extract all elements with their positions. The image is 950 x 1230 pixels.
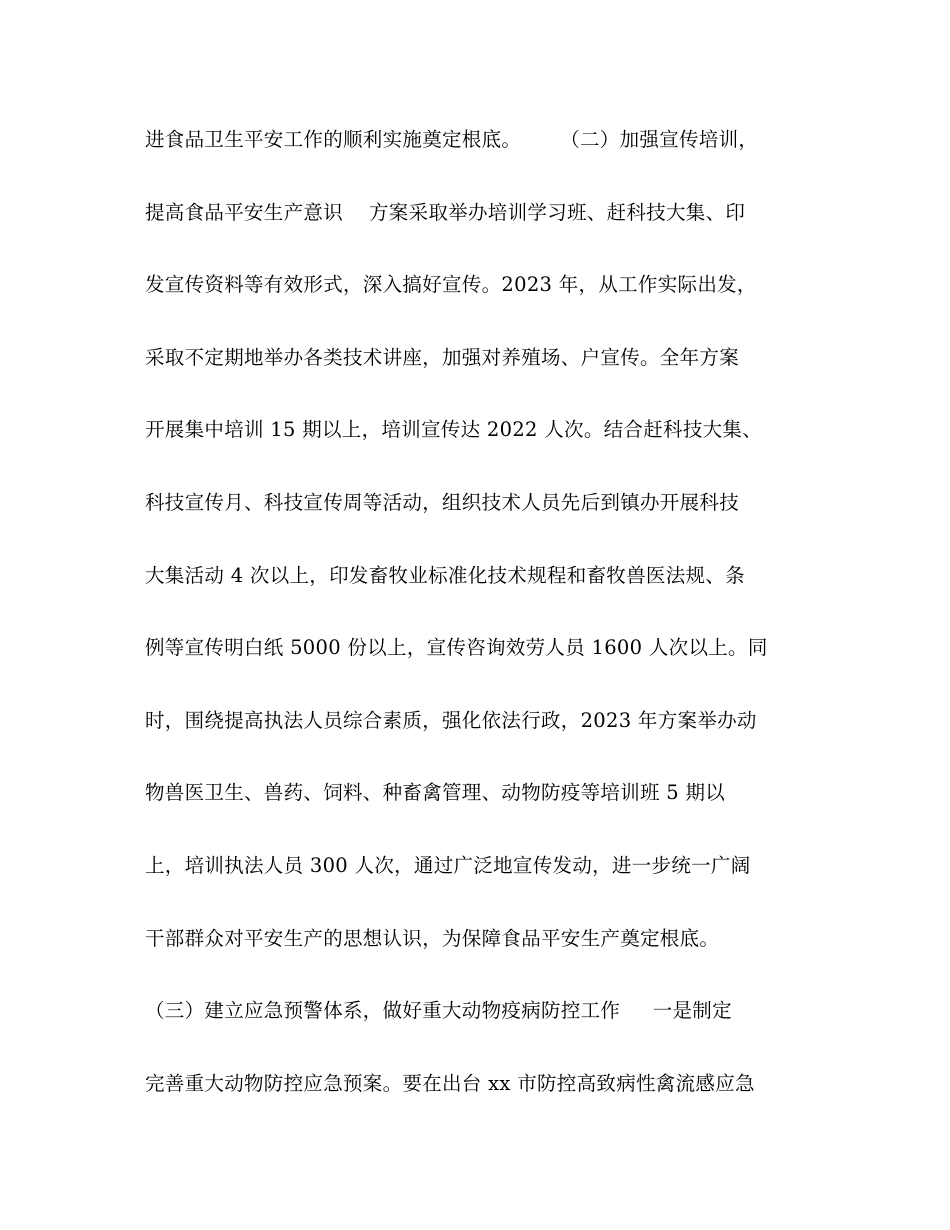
text-line: 提高食品平安生产意识 方案采取举办培训学习班、赶科技大集、印	[145, 200, 746, 224]
text-line: 上，培训执法人员 300 人次，通过广泛地宣传发动，进一步统一广阔	[145, 853, 751, 877]
body-text	[145, 122, 825, 1138]
text-line: 时，围绕提高执法人员综合素质，强化依法行政，2023 年方案举办动	[145, 708, 757, 732]
text-line: 开展集中培训 15 期以上，培训宣传达 2022 人次。结合赶科技大集、	[145, 418, 763, 442]
text-line: 采取不定期地举办各类技术讲座，加强对养殖场、户宣传。全年方案	[145, 345, 740, 369]
text-line: 大集活动 4 次以上，印发畜牧业标准化技术规程和畜牧兽医法规、条	[145, 563, 745, 587]
text-line: 进食品卫生平安工作的顺利实施奠定根底。 （二）加强宣传培训，	[145, 128, 759, 151]
text-line: 干部群众对平安生产的思想认识，为保障食品平安生产奠定根底。	[145, 926, 720, 950]
text-line: 完善重大动物防控应急预案。要在出台 xx 市防控高致病性禽流感应急	[145, 1071, 755, 1095]
text-line: 物兽医卫生、兽药、饲料、种畜禽管理、动物防疫等培训班 5 期以	[145, 781, 726, 805]
text-line: 发宣传资料等有效形式，深入搞好宣传。2023 年，从工作实际出发，	[145, 273, 757, 297]
text-line: 科技宣传月、科技宣传周等活动，组织技术人员先后到镇办开展科技	[145, 490, 740, 514]
text-line: 例等宣传明白纸 5000 份以上，宣传咨询效劳人员 1600 人次以上。同	[145, 636, 768, 660]
text-line: （三）建立应急预警体系，做好重大动物疫病防控工作 一是制定	[145, 999, 732, 1023]
